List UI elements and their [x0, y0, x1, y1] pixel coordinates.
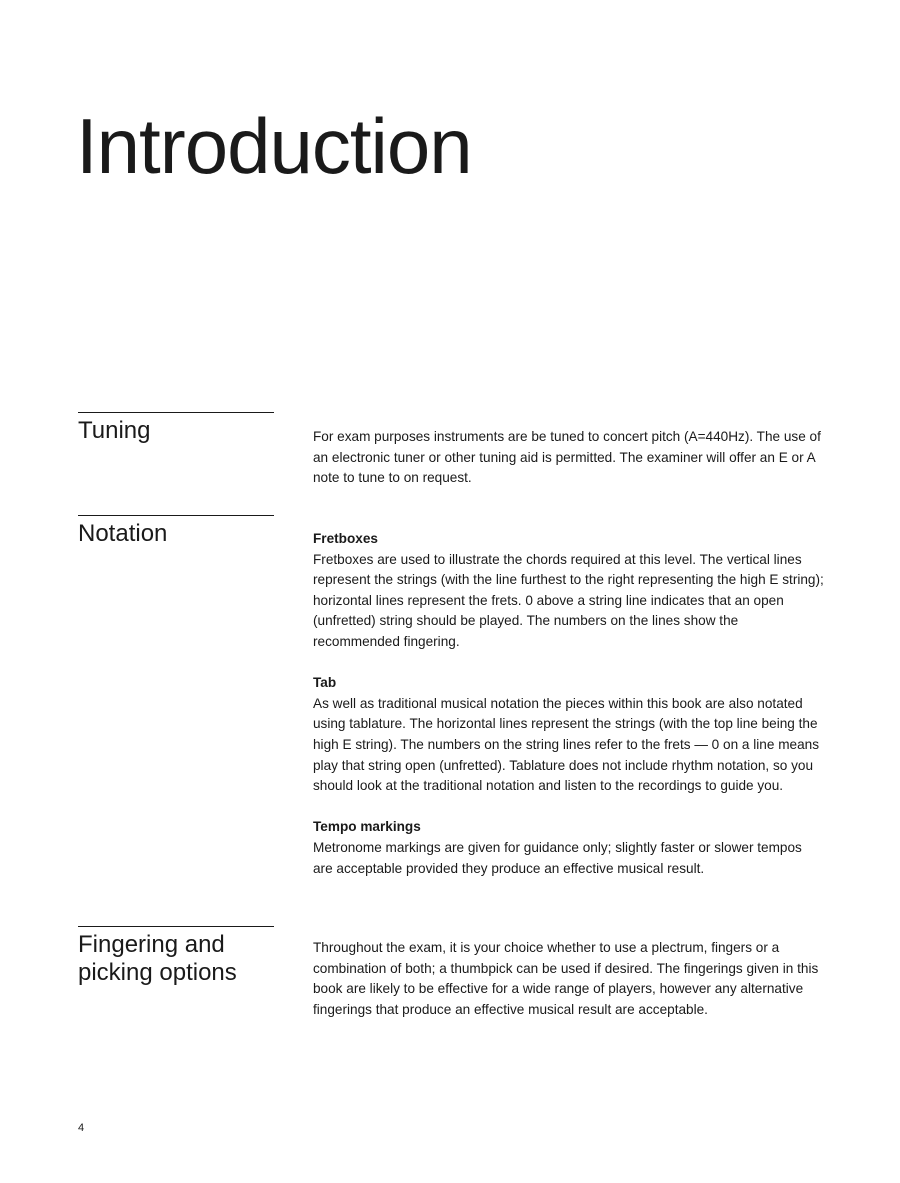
subsection-tab — [313, 673, 825, 797]
subsection-fretboxes — [313, 529, 825, 653]
section-divider — [78, 515, 274, 516]
section-heading-fingering-line1: Fingering and — [78, 931, 225, 958]
section-heading-fingering-line2: picking options — [78, 959, 237, 986]
section-divider — [78, 412, 274, 413]
section-heading-fingering — [78, 931, 278, 987]
subsection-tempo-markings — [313, 817, 825, 879]
fretboxes-paragraph: Fretboxes are used to illustrate the chords required at this level. The vertical lines represent the strings (with the line furthest to the right representing the high E string); horizontal lines represent the frets. 0 above a string line indicates that an open (unfretted) string should be played. The numbers on the lines show the recommended fingering. — [313, 551, 824, 649]
page-title: Introduction — [76, 102, 472, 190]
fingering-paragraph: Throughout the exam, it is your choice whether to use a plectrum, fingers or a combination of both; a thumbpick can be used if desired. The fingerings given in this book are likely to be effective for a wide range of players, however any alternative fingerings that produce an effective musical result are acceptable. — [313, 940, 819, 1017]
tab-paragraph: As well as traditional musical notation the pieces within this book are also notated using tablature. The horizontal lines represent the strings (with the top line being the high E string). The numbers on the string lines refer to the frets — 0 on a line means play that string open (unfretted). Tablature does not include rhythm notation, so you should look at the traditional notation and listen to the recordings to guide you. — [313, 695, 819, 794]
section-divider — [78, 926, 274, 927]
tempo-paragraph: Metronome markings are given for guidance only; slightly faster or slower tempos are acceptable provided they produce an effective musical result. — [313, 839, 802, 876]
tuning-paragraph: For exam purposes instruments are be tuned to concert pitch (A=440Hz). The use of an electronic tuner or other tuning aid is permitted. The examiner will offer an E or A note to tune to on request. — [313, 429, 821, 486]
section-body-tuning — [313, 427, 825, 489]
page-number: 4 — [78, 1122, 85, 1134]
section-heading-notation: Notation — [78, 520, 168, 547]
subheading-tempo-markings: Tempo markings — [313, 819, 421, 835]
subheading-fretboxes: Fretboxes — [313, 531, 378, 546]
section-heading-tuning: Tuning — [78, 417, 151, 444]
section-body-fingering — [313, 938, 825, 1020]
section-body-notation — [313, 529, 825, 879]
subheading-tab: Tab — [313, 675, 337, 691]
